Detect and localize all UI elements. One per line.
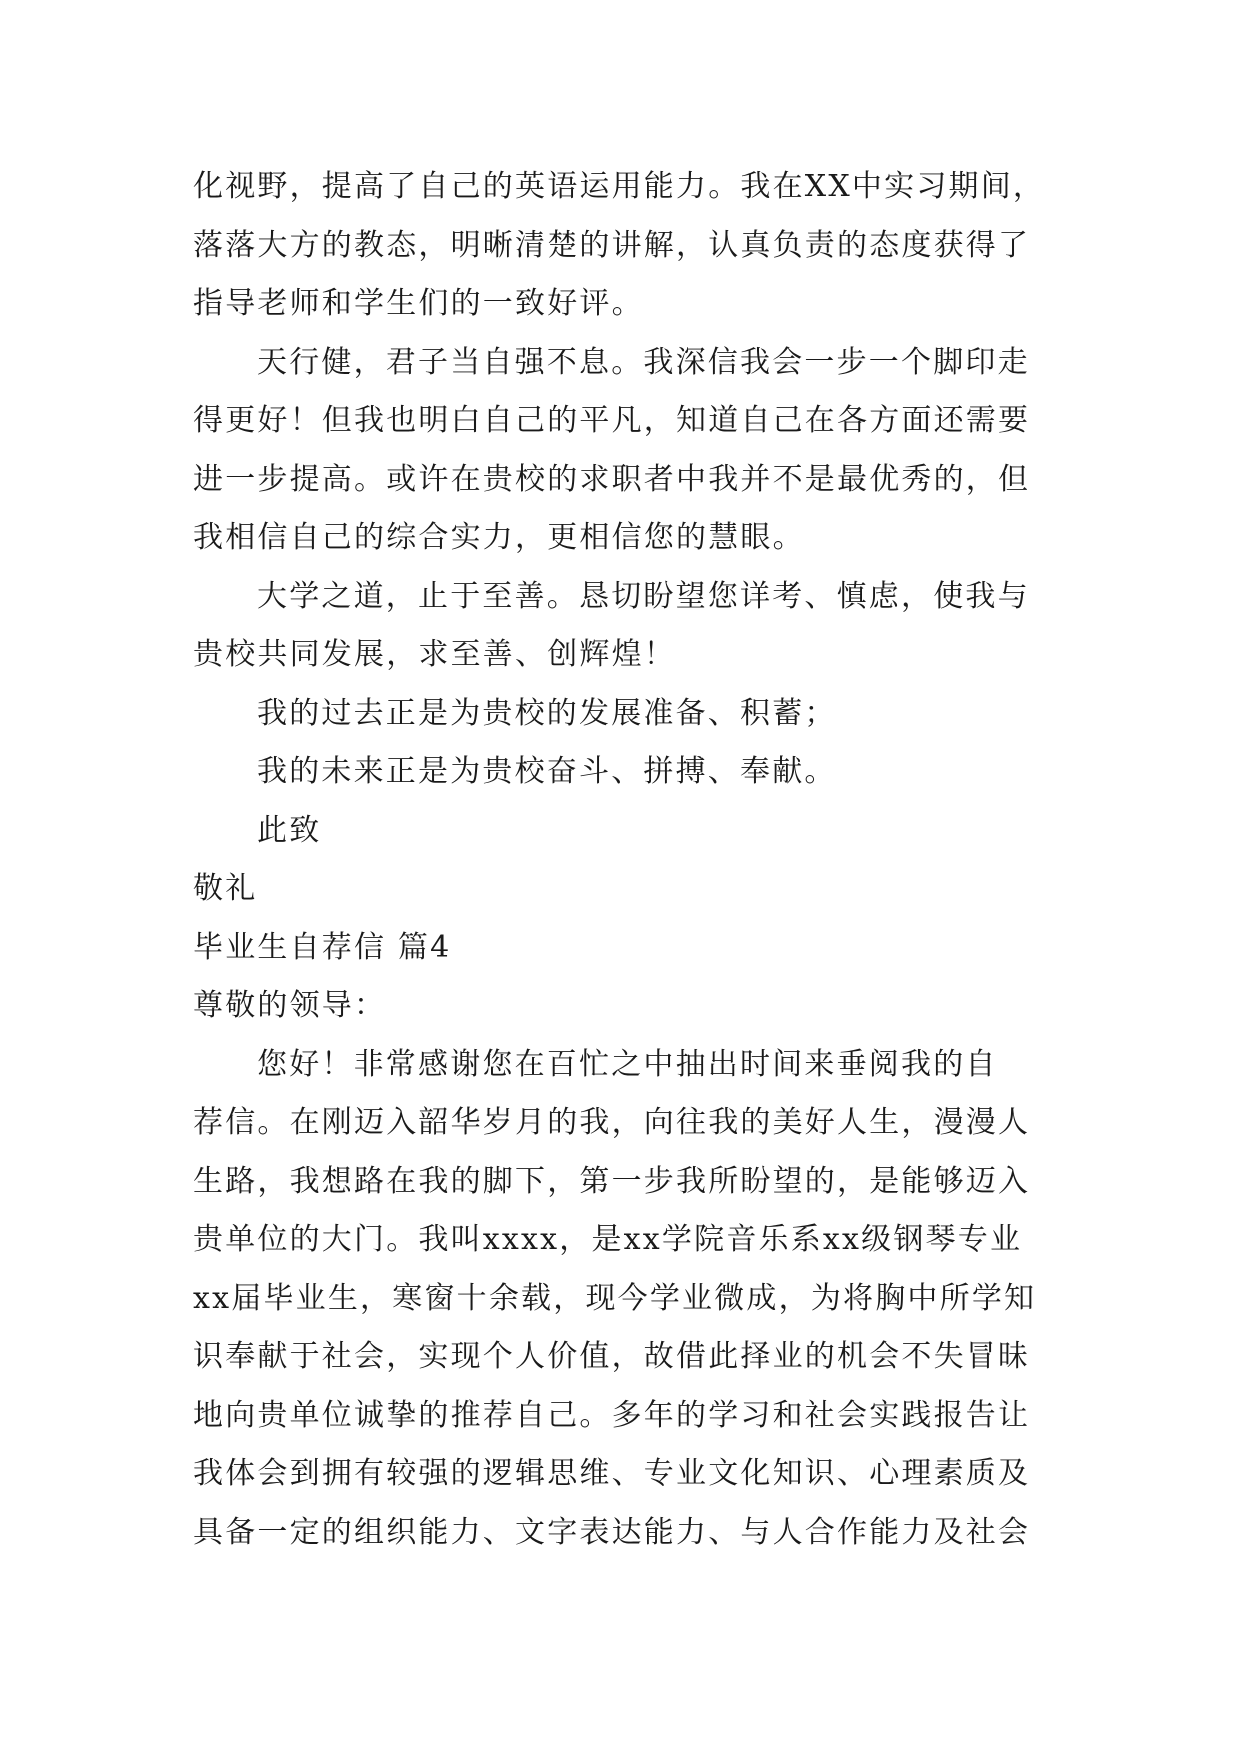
paragraph-start-line: 您好！非常感谢您在百忙之中抽出时间来垂阅我的自 (257, 1046, 998, 1082)
text-line: 我相信自己的综合实力，更相信您的慧眼。 (193, 520, 805, 555)
paragraph-start-line: 我的未来正是为贵校奋斗、拼搏、奉献。 (257, 754, 837, 789)
paragraph-start-line: 我的过去正是为贵校的发展准备、积蓄； (257, 695, 837, 731)
paragraph-start-line: 大学之道，止于至善。恳切盼望您详考、慎虑，使我与 (257, 578, 1030, 614)
letter-body (193, 158, 1063, 1562)
text-line: 贵单位的大门。我叫xxxx，是xx学院音乐系xx级钢琴专业 (193, 1222, 1023, 1257)
text-line: 识奉献于社会，实现个人价值，故借此择业的机会不失冒昧 (193, 1339, 1031, 1374)
text-line: 化视野，提高了自己的英语运用能力。我在XX中实习期间， (193, 169, 1046, 204)
text-line: 具备一定的组织能力、文字表达能力、与人合作能力及社会 (193, 1514, 1031, 1550)
text-line: 荐信。在刚迈入韶华岁月的我，向往我的美好人生，漫漫人 (193, 1105, 1031, 1140)
section-heading: 毕业生自荐信 篇4 (193, 929, 452, 965)
closing-line: 此致 (257, 812, 322, 848)
text-line: 地向贵单位诚挚的推荐自己。多年的学习和社会实践报告让 (193, 1397, 1031, 1433)
text-line: xx届毕业生，寒窗十余载，现今学业微成，为将胸中所学知 (193, 1280, 1037, 1316)
salutation-line: 敬礼 (193, 871, 258, 906)
text-line: 得更好！但我也明白自己的平凡，知道自己在各方面还需要 (193, 403, 1031, 438)
text-line: 生路，我想路在我的脚下，第一步我所盼望的，是能够迈入 (193, 1163, 1031, 1199)
greeting-line: 尊敬的领导： (193, 988, 387, 1023)
text-line: 进一步提高。或许在贵校的求职者中我并不是最优秀的，但 (193, 461, 1031, 497)
text-line: 我体会到拥有较强的逻辑思维、专业文化知识、心理素质及 (193, 1456, 1031, 1491)
paragraph-start-line: 天行健，君子当自强不息。我深信我会一步一个脚印走 (257, 344, 1030, 380)
text-line: 贵校共同发展，求至善、创辉煌！ (193, 637, 676, 672)
text-line: 落落大方的教态，明晰清楚的讲解，认真负责的态度获得了 (193, 227, 1031, 263)
text-line: 指导老师和学生们的一致好评。 (193, 286, 644, 321)
